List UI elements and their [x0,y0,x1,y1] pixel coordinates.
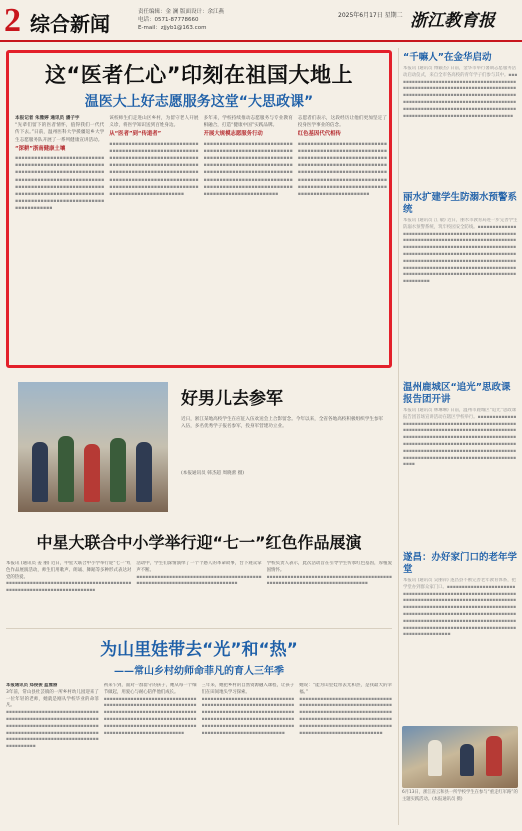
lead-text-block: ▪▪▪▪▪▪▪▪▪▪▪▪▪▪▪▪▪▪▪▪▪▪▪▪▪▪▪▪▪▪▪▪▪▪▪▪▪▪▪▪▪▪▪▪▪▪▪▪▪▪▪▪▪▪▪▪▪▪▪▪▪▪▪▪▪▪▪▪▪▪▪▪▪▪▪▪▪▪▪▪▪▪▪▪▪▪▪▪▪▪▪▪▪▪▪▪▪▪▪▪▪▪▪▪▪▪▪▪▪▪▪▪▪▪▪▪▪▪▪▪▪▪▪▪▪▪▪▪▪▪▪▪▪▪▪▪▪▪▪▪▪▪▪▪▪▪▪▪▪▪▪▪▪▪▪▪▪▪▪▪▪▪▪▪▪▪▪▪▪▪▪▪▪▪▪▪▪▪▪▪▪▪▪▪▪▪▪▪▪▪▪▪▪▪▪▪▪▪▪▪▪▪▪▪▪▪▪▪▪▪▪▪▪▪▪▪▪▪▪▪ [109,141,199,198]
photo-figure [486,736,502,776]
bottom-paragraph: 三年来，她把乡村的自然资源融入课程，让孩子们在田间地头学习探索。 [201,683,295,695]
brief-filler: ▪▪▪▪▪▪▪▪▪▪▪▪▪▪▪▪▪▪▪▪▪▪▪▪▪▪▪▪▪▪▪▪▪▪▪▪▪▪▪▪▪▪▪▪▪▪▪▪▪▪▪▪▪▪▪▪▪▪▪▪▪▪▪▪▪▪▪▪▪▪▪▪▪▪▪▪▪▪▪▪▪▪▪▪▪▪▪▪▪▪▪▪▪▪▪▪▪▪▪▪▪▪▪▪▪▪▪▪▪▪▪▪▪▪▪▪▪▪▪▪▪▪▪▪▪▪▪▪▪▪▪▪▪▪▪▪▪▪▪▪▪▪▪▪▪▪▪▪▪▪▪▪▪▪▪▪▪▪▪▪▪▪▪▪▪▪▪▪▪▪▪▪▪▪▪▪▪▪▪▪▪▪▪▪▪▪▪▪▪▪▪▪▪▪▪▪▪▪▪▪▪▪▪▪▪▪▪▪▪▪▪▪▪▪▪▪▪▪▪▪▪▪▪▪▪▪▪▪▪▪▪▪▪▪▪▪▪▪▪▪▪▪▪▪▪▪▪▪▪▪▪▪▪▪▪▪▪▪▪▪▪▪▪▪▪▪▪▪▪▪▪▪▪▪▪▪▪▪▪▪▪▪▪▪▪▪▪▪ [403,224,517,285]
brief-title: 遂昌：办好家门口的老年学堂 [403,552,518,575]
section-title: 综合新闻 [30,12,110,36]
lead-text-block: ▪▪▪▪▪▪▪▪▪▪▪▪▪▪▪▪▪▪▪▪▪▪▪▪▪▪▪▪▪▪▪▪▪▪▪▪▪▪▪▪▪▪▪▪▪▪▪▪▪▪▪▪▪▪▪▪▪▪▪▪▪▪▪▪▪▪▪▪▪▪▪▪▪▪▪▪▪▪▪▪▪▪▪▪▪▪▪▪▪▪▪▪▪▪▪▪▪▪▪▪▪▪▪▪▪▪▪▪▪▪▪▪▪▪▪▪▪▪▪▪▪▪▪▪▪▪▪▪▪▪▪▪▪▪▪▪▪▪▪▪▪▪▪▪▪▪▪▪▪▪▪▪▪▪▪▪▪▪▪▪▪▪▪▪▪▪▪▪▪▪▪▪▪▪▪▪▪▪▪▪▪▪▪▪▪▪▪▪▪▪▪▪▪▪▪▪▪▪▪▪▪▪▪▪▪▪▪▪▪▪▪▪▪▪▪▪▪▪▪▪ [203,141,293,198]
bottom-paragraph: 3年前，常山县杜芸镇的一所乡村幼儿园迎来了一位年轻的老师，她就是刚从学校毕业的命菲凡。 [6,689,99,709]
middle-text-block: ▪▪▪▪▪▪▪▪▪▪▪▪▪▪▪▪▪▪▪▪▪▪▪▪▪▪▪▪▪▪▪▪▪▪▪▪▪▪▪▪▪▪▪▪▪▪▪▪▪▪▪▪▪▪▪▪▪▪▪▪▪▪▪▪▪▪▪▪▪▪▪▪▪▪▪▪ [266,574,392,587]
photo-figure [58,436,74,502]
bottom-text-block: ▪▪▪▪▪▪▪▪▪▪▪▪▪▪▪▪▪▪▪▪▪▪▪▪▪▪▪▪▪▪▪▪▪▪▪▪▪▪▪▪▪▪▪▪▪▪▪▪▪▪▪▪▪▪▪▪▪▪▪▪▪▪▪▪▪▪▪▪▪▪▪▪▪▪▪▪▪▪▪▪▪▪▪▪▪▪▪▪▪▪▪▪▪▪▪▪▪▪▪▪▪▪▪▪▪▪▪▪▪▪▪▪▪▪▪▪▪▪▪▪▪▪▪▪▪▪▪▪▪▪▪▪▪▪▪▪▪▪▪▪▪▪▪▪▪▪▪▪▪▪▪▪▪▪▪▪▪▪▪▪▪▪▪▪▪▪▪▪▪▪▪▪▪▪▪▪▪▪▪▪▪▪▪ [201,696,295,736]
brief-photo-caption: 6月13日，浙江省云和县一所学校学生在参与“重走红军路”的主题实践活动。(本报通讯员 摄) [402,790,518,802]
brief-text [403,578,518,639]
brief-lead: 本报讯 (通讯员 吴丽萍) 遂昌县不断完善老年教育体系，把学堂办到群众家门口。 [403,578,516,590]
bottom-column [299,683,392,831]
middle-column [267,561,392,623]
middle-text-block: ▪▪▪▪▪▪▪▪▪▪▪▪▪▪▪▪▪▪▪▪▪▪▪▪▪▪▪▪▪▪▪▪▪▪▪▪▪▪▪▪▪▪▪▪▪▪▪▪▪▪▪▪▪▪▪▪▪▪▪▪▪▪▪▪▪▪▪▪▪▪▪▪ [6,581,132,594]
brief-news [403,548,518,713]
lead-article [6,50,392,368]
brief-news [403,378,518,548]
middle-column [136,561,261,623]
lead-column [109,115,198,363]
photo-figure [110,438,126,502]
lead-paragraph: 多年来，学校持续推动志愿服务与专业教育相融合，打造“健康中国”实践品牌。 [203,116,293,129]
bottom-column [104,683,197,831]
brief-filler: ▪▪▪▪▪▪▪▪▪▪▪▪▪▪▪▪▪▪▪▪▪▪▪▪▪▪▪▪▪▪▪▪▪▪▪▪▪▪▪▪▪▪▪▪▪▪▪▪▪▪▪▪▪▪▪▪▪▪▪▪▪▪▪▪▪▪▪▪▪▪▪▪▪▪▪▪▪▪▪▪▪▪▪▪▪▪▪▪▪▪▪▪▪▪▪▪▪▪▪▪▪▪▪▪▪▪▪▪▪▪▪▪▪▪▪▪▪▪▪▪▪▪▪▪▪▪▪▪▪▪▪▪▪▪▪▪▪▪▪▪▪▪▪▪▪▪▪▪▪▪▪▪▪▪▪▪▪▪▪▪▪▪▪▪▪▪▪▪▪▪▪▪▪▪▪▪▪▪▪▪▪▪▪▪▪▪▪▪▪▪▪▪▪▪▪▪▪▪▪▪▪▪▪▪▪▪▪▪▪▪▪▪▪▪▪▪▪▪▪▪▪▪▪▪▪▪▪▪▪▪ [403,72,518,119]
photo-credit: (本报通讯员 韩杰超 周晓蕾 摄) [181,471,245,476]
bottom-byline: 本报通讯员 郑俊俊 蓝雅丽 [6,683,58,688]
middle-body [6,561,392,623]
photo-figure [428,740,442,776]
bottom-paragraph: 她说：“能为山里娃带去光和热，是我最大的幸福。” [299,683,392,695]
lead-paragraph: 该校师生们走进山区乡村，为留守老人开展义诊，将医学知识送到百姓身边。 [109,116,199,129]
middle-text-block: ▪▪▪▪▪▪▪▪▪▪▪▪▪▪▪▪▪▪▪▪▪▪▪▪▪▪▪▪▪▪▪▪▪▪▪▪▪▪▪▪▪▪▪▪▪▪▪▪▪▪▪▪▪▪▪▪▪▪▪▪▪▪▪▪▪▪▪▪▪▪▪▪▪▪▪▪ [136,574,262,587]
photo-caption: 近日，浙江某地高校学生在应征入伍欢送会上合影留念。今年以来，全省各地高校积极组织学生参军入伍，多名优秀学子报名参军，投身军营建功立业。 [181,417,384,429]
bottom-column [202,683,295,831]
brief-lead: 本报讯 (通讯员 江 敏) 近日，丽水市教育局进一步完善学生防溺水预警系统，筑牢校园安全防线。 [403,218,518,230]
middle-column [6,561,131,623]
brief-title: 温州鹿城区“追光”思政课报告团开讲 [403,382,511,405]
lead-subheading: 从“医者”到“传道者” [109,131,162,138]
news-photo [18,382,168,512]
middle-article [6,528,392,618]
lead-subheading: “深耕”浙南健康土壤 [15,145,66,152]
photo-figure [136,442,152,502]
photo-figure [84,444,100,502]
contact-line: 电话：0571-87778660 [138,17,199,23]
brief-news [403,48,518,188]
page-number: 2 [4,2,21,39]
lead-subheading: 开展大规模志愿服务行动 [203,131,263,138]
lead-paragraph: “先辈们留下的医者情怀，值得我们一代代传下去。”日前，温州医科大学援疆返乡大学生志愿服务队开展了一系列健康宣讲活动。 [15,123,105,143]
lead-column [15,115,104,363]
lead-column [298,115,387,363]
brief-title: “千嘛人”在金华启动 [403,52,492,63]
bottom-text-block: ▪▪▪▪▪▪▪▪▪▪▪▪▪▪▪▪▪▪▪▪▪▪▪▪▪▪▪▪▪▪▪▪▪▪▪▪▪▪▪▪▪▪▪▪▪▪▪▪▪▪▪▪▪▪▪▪▪▪▪▪▪▪▪▪▪▪▪▪▪▪▪▪▪▪▪▪▪▪▪▪▪▪▪▪▪▪▪▪▪▪▪▪▪▪▪▪▪▪▪▪▪▪▪▪▪▪▪▪▪▪▪▪▪▪▪▪▪▪▪▪▪▪▪▪▪▪▪▪▪▪▪▪▪▪▪▪▪▪▪▪▪▪▪▪▪▪▪▪▪▪▪▪▪▪▪▪▪▪▪▪▪▪▪▪▪▪▪▪▪▪▪▪▪▪▪▪▪▪▪▪▪▪▪ [299,696,392,736]
lead-byline: 本报记者 朱雅婷 通讯员 潘子宇 [15,116,80,121]
masthead [0,0,522,42]
issue-date: 2025年6月17日 星期二 [338,12,403,19]
brief-filler: ▪▪▪▪▪▪▪▪▪▪▪▪▪▪▪▪▪▪▪▪▪▪▪▪▪▪▪▪▪▪▪▪▪▪▪▪▪▪▪▪▪▪▪▪▪▪▪▪▪▪▪▪▪▪▪▪▪▪▪▪▪▪▪▪▪▪▪▪▪▪▪▪▪▪▪▪▪▪▪▪▪▪▪▪▪▪▪▪▪▪▪▪▪▪▪▪▪▪▪▪▪▪▪▪▪▪▪▪▪▪▪▪▪▪▪▪▪▪▪▪▪▪▪▪▪▪▪▪▪▪▪▪▪▪▪▪▪▪▪▪▪▪▪▪▪▪▪▪▪▪▪▪▪▪▪▪▪▪▪▪▪▪▪▪▪▪▪▪▪▪▪▪▪▪▪▪▪▪▪▪▪▪▪▪▪▪▪▪▪▪▪▪▪▪▪▪▪▪▪▪▪▪▪▪▪▪▪▪▪▪▪▪▪▪▪▪▪▪▪▪▪▪▪▪▪▪▪▪▪▪▪▪▪▪▪▪▪▪▪▪▪▪▪▪▪▪▪▪▪▪▪▪▪▪▪▪▪▪▪▪▪▪▪▪▪▪▪ [403,584,517,638]
brief-lead: 本报讯 (通讯员 傅颖杰) 日前，金华市举行暑期志愿服务活动启动仪式，来自全市各高校的青年学子们参与其中。 [403,66,516,78]
bottom-text-block: ▪▪▪▪▪▪▪▪▪▪▪▪▪▪▪▪▪▪▪▪▪▪▪▪▪▪▪▪▪▪▪▪▪▪▪▪▪▪▪▪▪▪▪▪▪▪▪▪▪▪▪▪▪▪▪▪▪▪▪▪▪▪▪▪▪▪▪▪▪▪▪▪▪▪▪▪▪▪▪▪▪▪▪▪▪▪▪▪▪▪▪▪▪▪▪▪▪▪▪▪▪▪▪▪▪▪▪▪▪▪▪▪▪▪▪▪▪▪▪▪▪▪▪▪▪▪▪▪▪▪▪▪▪▪▪▪▪▪▪▪▪▪▪▪▪▪▪▪▪▪▪▪▪▪▪▪▪▪▪▪▪▪▪▪▪ [6,710,99,750]
middle-paragraph: 学校负责人表示，此次活动旨在引导学生传承红色基因，厚植爱国情怀。 [266,561,392,573]
brief-text [403,218,518,286]
bottom-subhead: ——常山乡村幼师命菲凡的育人三年季 [114,666,284,677]
middle-headline: 中星大联合中小学举行迎“七一”红色作品展演 [36,533,362,552]
bottom-paragraph: 初来乍到，面对一群留守的孩子，她从每一个细节做起，用爱心与耐心陪伴他们成长。 [103,683,197,695]
lead-subheading: 红色基因代代相传 [297,131,341,138]
brief-text [403,408,518,469]
photo-news-title: 好男儿去参军 [181,389,283,409]
photo-figure [460,744,474,776]
brief-photo [402,726,518,788]
photo-figure [32,442,48,502]
bottom-headline: 为山里娃带去“光”和“热” [100,640,298,660]
photo-news [6,374,392,519]
brief-title: 丽水扩建学生防溺水预警系统 [403,192,518,215]
brief-news [403,188,518,378]
right-column [398,48,518,825]
lead-text-block: ▪▪▪▪▪▪▪▪▪▪▪▪▪▪▪▪▪▪▪▪▪▪▪▪▪▪▪▪▪▪▪▪▪▪▪▪▪▪▪▪▪▪▪▪▪▪▪▪▪▪▪▪▪▪▪▪▪▪▪▪▪▪▪▪▪▪▪▪▪▪▪▪▪▪▪▪▪▪▪▪▪▪▪▪▪▪▪▪▪▪▪▪▪▪▪▪▪▪▪▪▪▪▪▪▪▪▪▪▪▪▪▪▪▪▪▪▪▪▪▪▪▪▪▪▪▪▪▪▪▪▪▪▪▪▪▪▪▪▪▪▪▪▪▪▪▪▪▪▪▪▪▪▪▪▪▪▪▪▪▪▪▪▪▪▪▪▪▪▪▪▪▪▪▪▪▪▪▪▪▪▪▪▪▪▪▪▪▪▪▪▪▪▪▪▪▪▪▪▪▪▪▪▪▪▪▪▪▪▪▪▪▪▪▪▪▪▪▪▪ [297,141,387,198]
paper-name: 浙江教育报 [410,11,495,31]
middle-paragraph: 活动中，学生们深情演绎了一个个感人的革命故事，台下观众掌声不断。 [136,561,262,573]
lead-body [15,115,387,363]
lead-headline: 这“医者仁心”印刻在祖国大地上 [44,63,354,87]
brief-lead: 本报讯 (通讯员 林琳琳) 日前，温州市鹿城区“追光”思政课报告团首场宣讲活动在辖区学校举行。 [403,408,517,420]
lead-column [204,115,293,363]
bottom-text-block: ▪▪▪▪▪▪▪▪▪▪▪▪▪▪▪▪▪▪▪▪▪▪▪▪▪▪▪▪▪▪▪▪▪▪▪▪▪▪▪▪▪▪▪▪▪▪▪▪▪▪▪▪▪▪▪▪▪▪▪▪▪▪▪▪▪▪▪▪▪▪▪▪▪▪▪▪▪▪▪▪▪▪▪▪▪▪▪▪▪▪▪▪▪▪▪▪▪▪▪▪▪▪▪▪▪▪▪▪▪▪▪▪▪▪▪▪▪▪▪▪▪▪▪▪▪▪▪▪▪▪▪▪▪▪▪▪▪▪▪▪▪▪▪▪▪▪▪▪▪▪▪▪▪▪▪▪▪▪▪▪▪▪▪▪▪▪▪▪▪▪▪▪▪▪▪▪▪▪▪▪▪▪ [103,696,197,736]
lead-paragraph: 志愿者们表示，这段经历让他们更加坚定了投身医学事业的信念。 [297,116,387,129]
email-line: E-mail：zjjyb1@163.com [138,25,207,31]
bottom-body [6,683,392,831]
brief-filler: ▪▪▪▪▪▪▪▪▪▪▪▪▪▪▪▪▪▪▪▪▪▪▪▪▪▪▪▪▪▪▪▪▪▪▪▪▪▪▪▪▪▪▪▪▪▪▪▪▪▪▪▪▪▪▪▪▪▪▪▪▪▪▪▪▪▪▪▪▪▪▪▪▪▪▪▪▪▪▪▪▪▪▪▪▪▪▪▪▪▪▪▪▪▪▪▪▪▪▪▪▪▪▪▪▪▪▪▪▪▪▪▪▪▪▪▪▪▪▪▪▪▪▪▪▪▪▪▪▪▪▪▪▪▪▪▪▪▪▪▪▪▪▪▪▪▪▪▪▪▪▪▪▪▪▪▪▪▪▪▪▪▪▪▪▪▪▪▪▪▪▪▪▪▪▪▪▪▪▪▪▪▪▪▪▪▪▪▪▪▪▪▪▪▪▪▪▪▪▪▪▪▪▪▪▪▪▪▪▪▪▪▪▪▪▪▪▪▪▪▪▪▪▪▪▪▪▪▪▪▪▪▪▪▪▪▪▪▪▪▪▪▪▪▪▪ [403,414,517,468]
middle-paragraph: 本报讯 (通讯员 姜 丽) 近日，中星大联合中小学举行迎“七一”红色作品展演活动，师生们用歌声、朗诵、舞蹈等多种形式表达对党的热爱。 [6,561,132,580]
brief-text [403,66,518,120]
lead-text-block: ▪▪▪▪▪▪▪▪▪▪▪▪▪▪▪▪▪▪▪▪▪▪▪▪▪▪▪▪▪▪▪▪▪▪▪▪▪▪▪▪▪▪▪▪▪▪▪▪▪▪▪▪▪▪▪▪▪▪▪▪▪▪▪▪▪▪▪▪▪▪▪▪▪▪▪▪▪▪▪▪▪▪▪▪▪▪▪▪▪▪▪▪▪▪▪▪▪▪▪▪▪▪▪▪▪▪▪▪▪▪▪▪▪▪▪▪▪▪▪▪▪▪▪▪▪▪▪▪▪▪▪▪▪▪▪▪▪▪▪▪▪▪▪▪▪▪▪▪▪▪▪▪▪▪▪▪▪▪▪▪▪▪▪▪▪▪▪▪▪▪▪▪▪▪▪▪▪▪▪▪▪▪▪▪▪▪▪▪▪▪▪▪▪▪▪▪▪▪▪▪▪▪▪▪▪▪▪▪ [15,156,105,212]
editor-info [138,8,224,32]
editors-line: 责任编辑：金 澜 版面设计：余江燕 [138,9,224,15]
bottom-column [6,683,99,831]
bottom-article [6,628,392,825]
lead-subhead: 温医大上好志愿服务这堂“大思政课” [84,94,314,110]
